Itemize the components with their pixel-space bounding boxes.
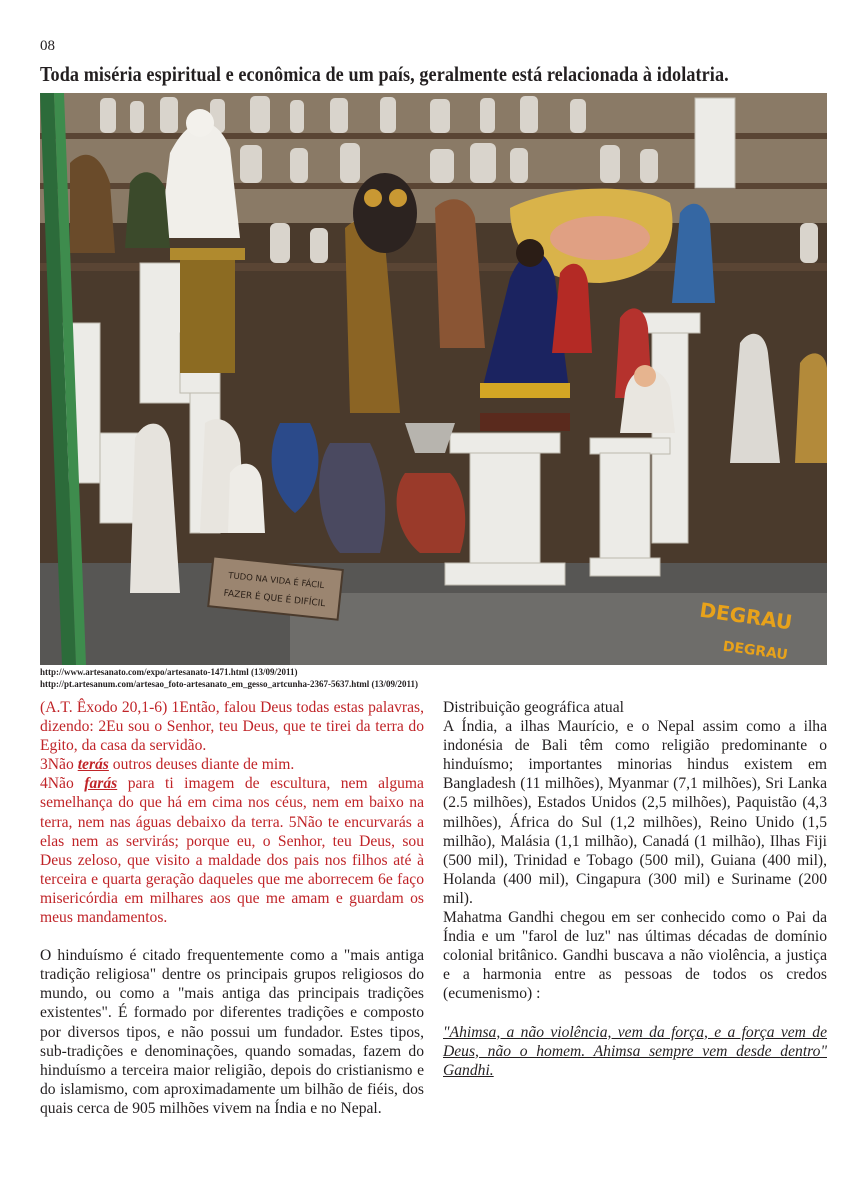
emphasis-teras: terás [77,756,109,774]
gandhi-paragraph: Mahatma Gandhi chegou em ser conhecido como o Pai da Índia e um "farol de luz" nas últimas décadas de domínio colonial britânico. Gandhi buscava a não violência, a justiça e a harmonia entre as pessoas de todos os credos (ecumenismo) : [443,909,827,1003]
page-number: 08 [40,38,55,54]
gandhi-quote: "Ahimsa, a não violência, vem da força, e a força vem de Deus, não o homem. Ahimsa sempre vem desde dentro" Gandhi. [443,1023,827,1079]
left-column [40,698,424,1118]
page-headline: Toda miséria espiritual e econômica de um país, geralmente está relacionada à idolatria. [40,62,729,86]
distribution-paragraph: A Índia, a ilhas Maurício, e o Nepal assim como a ilha indonésia de Bali têm como religião predominante o hinduísmo; importantes minorias hindus existem em Bangladesh (11 milhões), Myanmar (7,1 milhões), Sri Lanka (2.5 milhões), Estados Unidos (2,5 milhões), Paquistão (4,3 milhões), África do Sul (1,2 milhões), Reino Unido (1,5 milhão), Malásia (1,1 milhão), Canadá (1 milhão), Ilhas Fiji (500 mil), Trinidad e Tobago (500 mil), Guiana (400 mil), Holanda (400 mil), Cingapura (300 mil) e Suriname (200 mil). [443,718,827,907]
step-text-1: DEGRAU [698,597,794,635]
exodus-intro: (A.T. Êxodo 20,1-6) 1Então, falou Deus todas estas palavras, dizendo: 2Eu sou o Senhor, teu Deus, que te tirei da terra do Egito, da casa da servidão. [40,699,424,755]
credit-link[interactable]: http://pt.artesanum.com/artesao_foto-artesanato_em_gesso_artcunha-2367-5637.html (13/09/2011) [40,679,418,689]
right-column [443,698,827,1080]
exodus-verse-4: 4Não farás para ti imagem de escultura, nem alguma semelhança do que há em cima nos céus, nem em baixo na terra, nem nas águas debaixo da terra. 5Não te encurvarás a elas nem as servirás; porque eu, o Senhor, teu Deus, sou Deus zeloso, que visito a maldade dos pais nos filhos até à terceira e quarta geração daqueles que me aborrecem 6e faço misericórdia em milhares aos que me amam e guardam os meus mandamentos. [40,775,424,927]
credit-link[interactable]: http://www.artesanato.com/expo/artesanato-1471.html (13/09/2011) [40,667,298,677]
sign-line-1: TUDO NA VIDA É FÁCIL [227,571,325,592]
statues-shop-photo [40,93,827,665]
exodus-verse-3: 3Não terás outros deuses diante de mim. [40,756,295,774]
distribution-heading: Distribuição geográfica atual [443,699,624,716]
hinduism-paragraph: O hinduísmo é citado frequentemente como a "mais antiga tradição religiosa" dentre os principais grupos religiosos do mundo, ou como a "mais antiga das principais tradições existentes". É formado por diferentes tradições e composto por diversos tipos, e não possui um fundador. Estes tipos, sub-tradições e denominações, quando somadas, fazem do hinduísmo a terceira maior religião, depois do cristianismo e do islamismo, com aproximadamente um bilhão de fiéis, dos quais cerca de 905 milhões vivem na Índia e no Nepal. [40,947,424,1117]
photo-credits [40,666,418,690]
sign-line-2: FAZER É QUE É DIFÍCIL [223,588,326,610]
emphasis-faras: farás [84,775,118,793]
step-text-2: DEGRAU [721,638,789,664]
